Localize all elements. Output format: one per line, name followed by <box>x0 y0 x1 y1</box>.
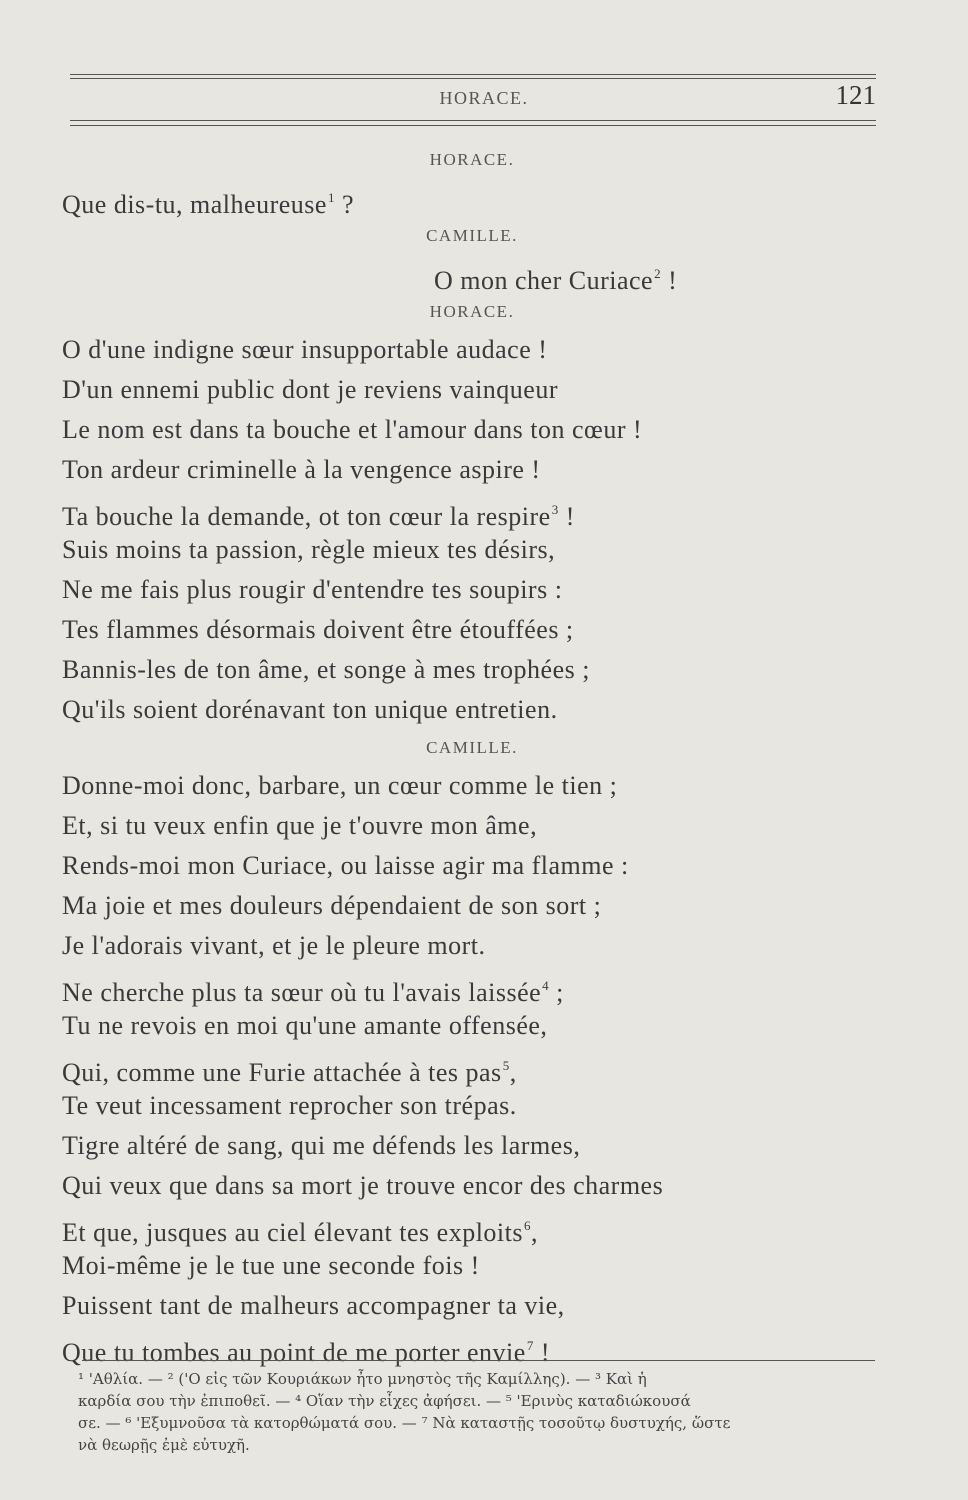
verse-line <box>62 1246 882 1286</box>
footnote-line: σε. — ⁶ 'Εξυμνοῦσα τὰ κατορθώματά σου. — ⁷ Νὰ καταστῇς τοσοῦτῳ δυστυχής, ὥστε <box>78 1414 731 1432</box>
verse-line-text: Tu ne revois en moi qu'une amante offensée, <box>62 1011 548 1040</box>
verse-line-text: Et que, jusques au ciel élevant tes exploits <box>62 1218 523 1247</box>
verse-line-text: Donne-moi donc, barbare, un cœur comme le tien ; <box>62 771 618 800</box>
verse-line-text: Qui, comme une Furie attachée à tes pas <box>62 1058 502 1087</box>
verse-line-text: Je l'adorais vivant, et je le pleure mort. <box>62 931 486 960</box>
verse-line <box>62 846 882 886</box>
verse-line <box>62 610 882 650</box>
verse-line-text: Ne cherche plus ta sœur où tu l'avais laissée <box>62 978 542 1007</box>
verse-line-text: O mon cher Curiace <box>434 266 654 295</box>
verse-line <box>62 886 882 926</box>
verse-line-text: Et, si tu veux enfin que je t'ouvre mon âme, <box>62 811 538 840</box>
verse-line-text: O d'une indigne sœur insupportable audace ! <box>62 335 548 364</box>
verse-line-text: Le nom est dans ta bouche et l'amour dans ton cœur ! <box>62 415 643 444</box>
verse-line <box>62 1086 882 1126</box>
speaker-name: CAMILLE. <box>426 738 518 757</box>
footnote-rule <box>82 1360 875 1361</box>
verse-line <box>62 410 882 450</box>
footnote-line: καρδία σου τὴν ἐπιποθεῖ. — ⁴ Οἵαν τὴν εἶχες ἀφήσει. — ⁵ 'Ερινὺς καταδιώκουσά <box>78 1392 691 1410</box>
verse-line-text: Rends-moi mon Curiace, ou laisse agir ma flamme : <box>62 851 629 880</box>
verse-line <box>62 570 882 610</box>
verse-line <box>62 1126 882 1166</box>
footnote-marker: 7 <box>526 1338 534 1353</box>
footnote-marker: 4 <box>542 978 550 993</box>
speaker-name: HORACE. <box>429 302 515 321</box>
verse-line-text: Que tu tombes au point de me porter envie <box>62 1338 526 1367</box>
verse-line-punctuation: ? <box>334 190 354 219</box>
speaker-name: HORACE. <box>429 150 515 169</box>
verse-line-text: Ma joie et mes douleurs dépendaient de son sort ; <box>62 891 602 920</box>
footnotes <box>78 1368 908 1456</box>
verse-line <box>62 530 882 570</box>
verse-line <box>62 450 882 490</box>
verse-line-text: Que dis-tu, malheureuse <box>62 190 327 219</box>
header-rule-top <box>70 74 876 75</box>
page-number: 121 <box>835 80 876 110</box>
speaker-name: CAMILLE. <box>426 226 518 245</box>
verse-line-punctuation: , <box>531 1218 538 1247</box>
verse-line-text: Tigre altéré de sang, qui me défends les larmes, <box>62 1131 581 1160</box>
verse-line-punctuation: ! <box>661 266 678 295</box>
verse-line <box>62 966 882 1006</box>
verse-line-text: Suis moins ta passion, règle mieux tes désirs, <box>62 535 556 564</box>
footnote-line: ¹ 'Αθλία. — ² ('Ο εἰς τῶν Κουριάκων ἦτο μνηστὸς τῆς Καμίλλης). — ³ Καὶ ἡ <box>78 1370 647 1388</box>
footnote-marker: 5 <box>502 1058 510 1073</box>
verse-line-text: Moi-même je le tue une seconde fois ! <box>62 1251 480 1280</box>
verse-line <box>62 490 882 530</box>
footnote-line: νὰ θεωρῇς ἐμὲ εὐτυχῆ. <box>78 1436 250 1454</box>
verse-line <box>62 926 882 966</box>
verse-line-text: Tes flammes désormais doivent être étouffées ; <box>62 615 574 644</box>
verse-line-text: Bannis-les de ton âme, et songe à mes trophées ; <box>62 655 590 684</box>
verse-line <box>62 766 882 806</box>
verse-line-text: Ta bouche la demande, ot ton cœur la respire <box>62 502 551 531</box>
verse-line <box>62 650 882 690</box>
verse-line <box>62 178 882 218</box>
verse-line <box>62 370 882 410</box>
verse-line <box>62 1286 882 1326</box>
verse-line <box>62 690 882 730</box>
verse-line <box>62 1046 882 1086</box>
verse-line <box>62 330 882 370</box>
verse-line-punctuation: , <box>509 1058 517 1087</box>
verse-line-text: Ton ardeur criminelle à la vengence aspire ! <box>62 455 541 484</box>
footnote-marker: 3 <box>551 502 559 517</box>
header-rule-bottom <box>70 120 876 121</box>
verse-line-text: Qui veux que dans sa mort je trouve encor des charmes <box>62 1171 664 1200</box>
verse-line <box>62 1206 882 1246</box>
verse-line <box>62 1166 882 1206</box>
verse-line-text: Ne me fais plus rougir d'entendre tes soupirs : <box>62 575 563 604</box>
verse-line <box>62 806 882 846</box>
verse-line-punctuation: ! <box>533 1338 550 1367</box>
verse-line-text: Qu'ils soient dorénavant ton unique entretien. <box>62 695 558 724</box>
verse-line <box>62 254 882 294</box>
footnote-marker: 2 <box>654 266 662 281</box>
verse-line-text: D'un ennemi public dont je reviens vainqueur <box>62 375 559 404</box>
header-rule-top-thin <box>70 78 876 79</box>
running-head: HORACE. <box>439 88 529 108</box>
header-rule-bottom-thin <box>70 125 876 126</box>
verse-line-text: Te veut incessament reprocher son trépas. <box>62 1091 517 1120</box>
verse-line <box>62 1006 882 1046</box>
verse-line-text: Puissent tant de malheurs accompagner ta vie, <box>62 1291 565 1320</box>
verse-line-punctuation: ! <box>558 502 575 531</box>
footnote-marker: 1 <box>327 190 335 205</box>
verse-text <box>62 142 882 1366</box>
verse-line-punctuation: ; <box>549 978 564 1007</box>
footnote-marker: 6 <box>524 1218 531 1233</box>
